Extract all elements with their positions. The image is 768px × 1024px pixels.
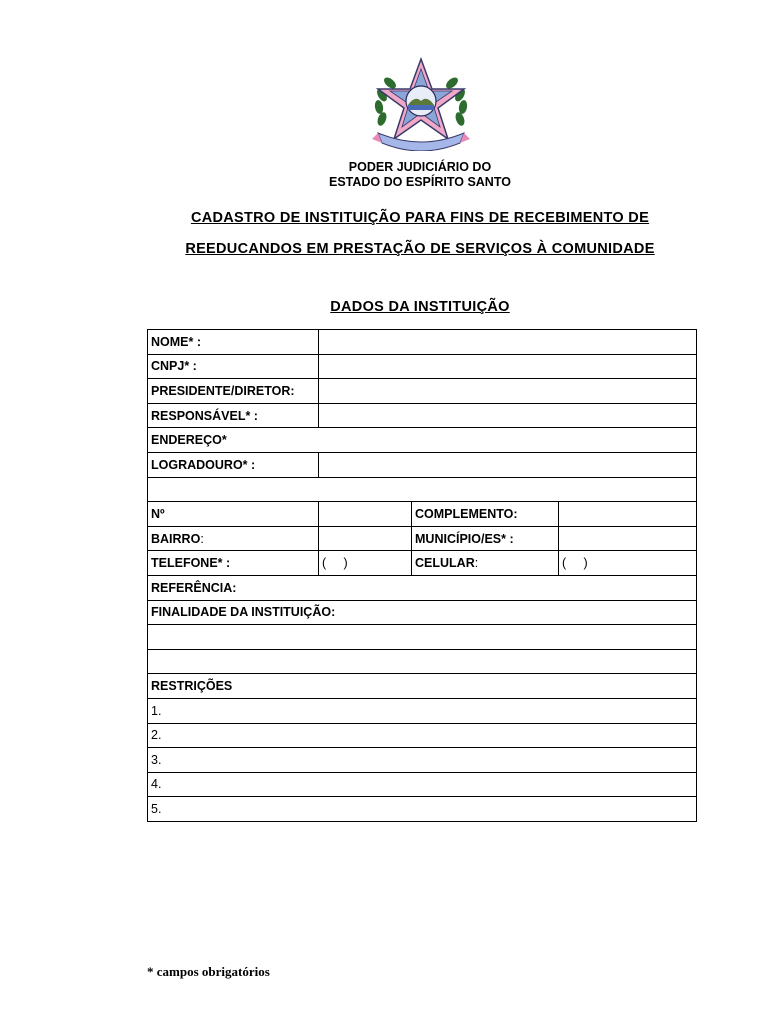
celular-label-cell xyxy=(412,551,559,576)
bairro-label-cell xyxy=(148,526,319,551)
endereco-label: ENDEREÇO* xyxy=(148,428,697,453)
court-name-line-1: PODER JUDICIÁRIO DO xyxy=(348,160,492,174)
table-row xyxy=(148,600,697,625)
restricoes-label: RESTRIÇÕES xyxy=(148,674,697,699)
nome-label: NOME* : xyxy=(148,330,319,355)
celular-field[interactable]: ( ) xyxy=(559,551,697,576)
table-row xyxy=(148,698,697,723)
cnpj-label: CNPJ* : xyxy=(148,354,319,379)
table-row xyxy=(148,625,697,650)
nome-field[interactable] xyxy=(319,330,697,355)
logradouro-continuation-field[interactable] xyxy=(148,477,697,502)
table-row xyxy=(148,649,697,674)
numero-label: Nº xyxy=(148,502,319,527)
responsavel-field[interactable] xyxy=(319,403,697,428)
form-title-line-2: REEDUCANDOS EM PRESTAÇÃO DE SERVIÇOS À COMUNIDADE xyxy=(185,241,655,257)
table-row xyxy=(148,379,697,404)
table-row xyxy=(148,748,697,773)
form-title-line-1: CADASTRO DE INSTITUIÇÃO PARA FINS DE RECEBIMENTO DE xyxy=(190,210,650,226)
table-row xyxy=(148,330,697,355)
complemento-label: COMPLEMENTO: xyxy=(412,502,559,527)
finalidade-field-2[interactable] xyxy=(148,649,697,674)
responsavel-label: RESPONSÁVEL* : xyxy=(148,403,319,428)
table-row xyxy=(148,354,697,379)
institution-data-table xyxy=(147,329,697,822)
finalidade-label: FINALIDADE DA INSTITUIÇÃO: xyxy=(148,600,697,625)
bairro-label: BAIRRO xyxy=(151,531,201,546)
table-row xyxy=(148,551,697,576)
required-fields-note: * campos obrigatórios xyxy=(147,964,270,979)
table-row xyxy=(148,674,697,699)
table-row xyxy=(148,403,697,428)
numero-field[interactable] xyxy=(319,502,412,527)
restricao-item-2[interactable]: 2. xyxy=(148,723,697,748)
state-coat-of-arms-icon xyxy=(370,55,472,151)
table-row xyxy=(148,575,697,600)
restricao-item-1[interactable]: 1. xyxy=(148,698,697,723)
telefone-label: TELEFONE* : xyxy=(148,551,319,576)
restricao-item-3[interactable]: 3. xyxy=(148,748,697,773)
table-row xyxy=(148,477,697,502)
municipio-label: MUNICÍPIO/ES* : xyxy=(412,526,559,551)
table-row xyxy=(148,502,697,527)
telefone-field[interactable]: ( ) xyxy=(319,551,412,576)
table-row xyxy=(148,428,697,453)
cnpj-field[interactable] xyxy=(319,354,697,379)
municipio-field[interactable] xyxy=(559,526,697,551)
celular-colon: : xyxy=(474,556,479,571)
court-name-line-2: ESTADO DO ESPÍRITO SANTO xyxy=(329,175,511,189)
table-row xyxy=(148,797,697,822)
celular-label: CELULAR xyxy=(415,556,475,571)
referencia-label: REFERÊNCIA: xyxy=(148,575,697,600)
restricao-item-5[interactable]: 5. xyxy=(148,797,697,822)
table-row xyxy=(148,723,697,748)
bairro-colon: : xyxy=(200,531,204,546)
finalidade-field-1[interactable] xyxy=(148,625,697,650)
complemento-field[interactable] xyxy=(559,502,697,527)
presidente-field[interactable] xyxy=(319,379,697,404)
table-row xyxy=(148,452,697,477)
restricao-item-4[interactable]: 4. xyxy=(148,772,697,797)
table-row xyxy=(148,526,697,551)
section-title: DADOS DA INSTITUIÇÃO xyxy=(330,299,510,315)
table-row xyxy=(148,772,697,797)
bairro-field[interactable] xyxy=(319,526,412,551)
logradouro-field[interactable] xyxy=(319,452,697,477)
presidente-label: PRESIDENTE/DIRETOR: xyxy=(148,379,319,404)
logradouro-label: LOGRADOURO* : xyxy=(148,452,319,477)
